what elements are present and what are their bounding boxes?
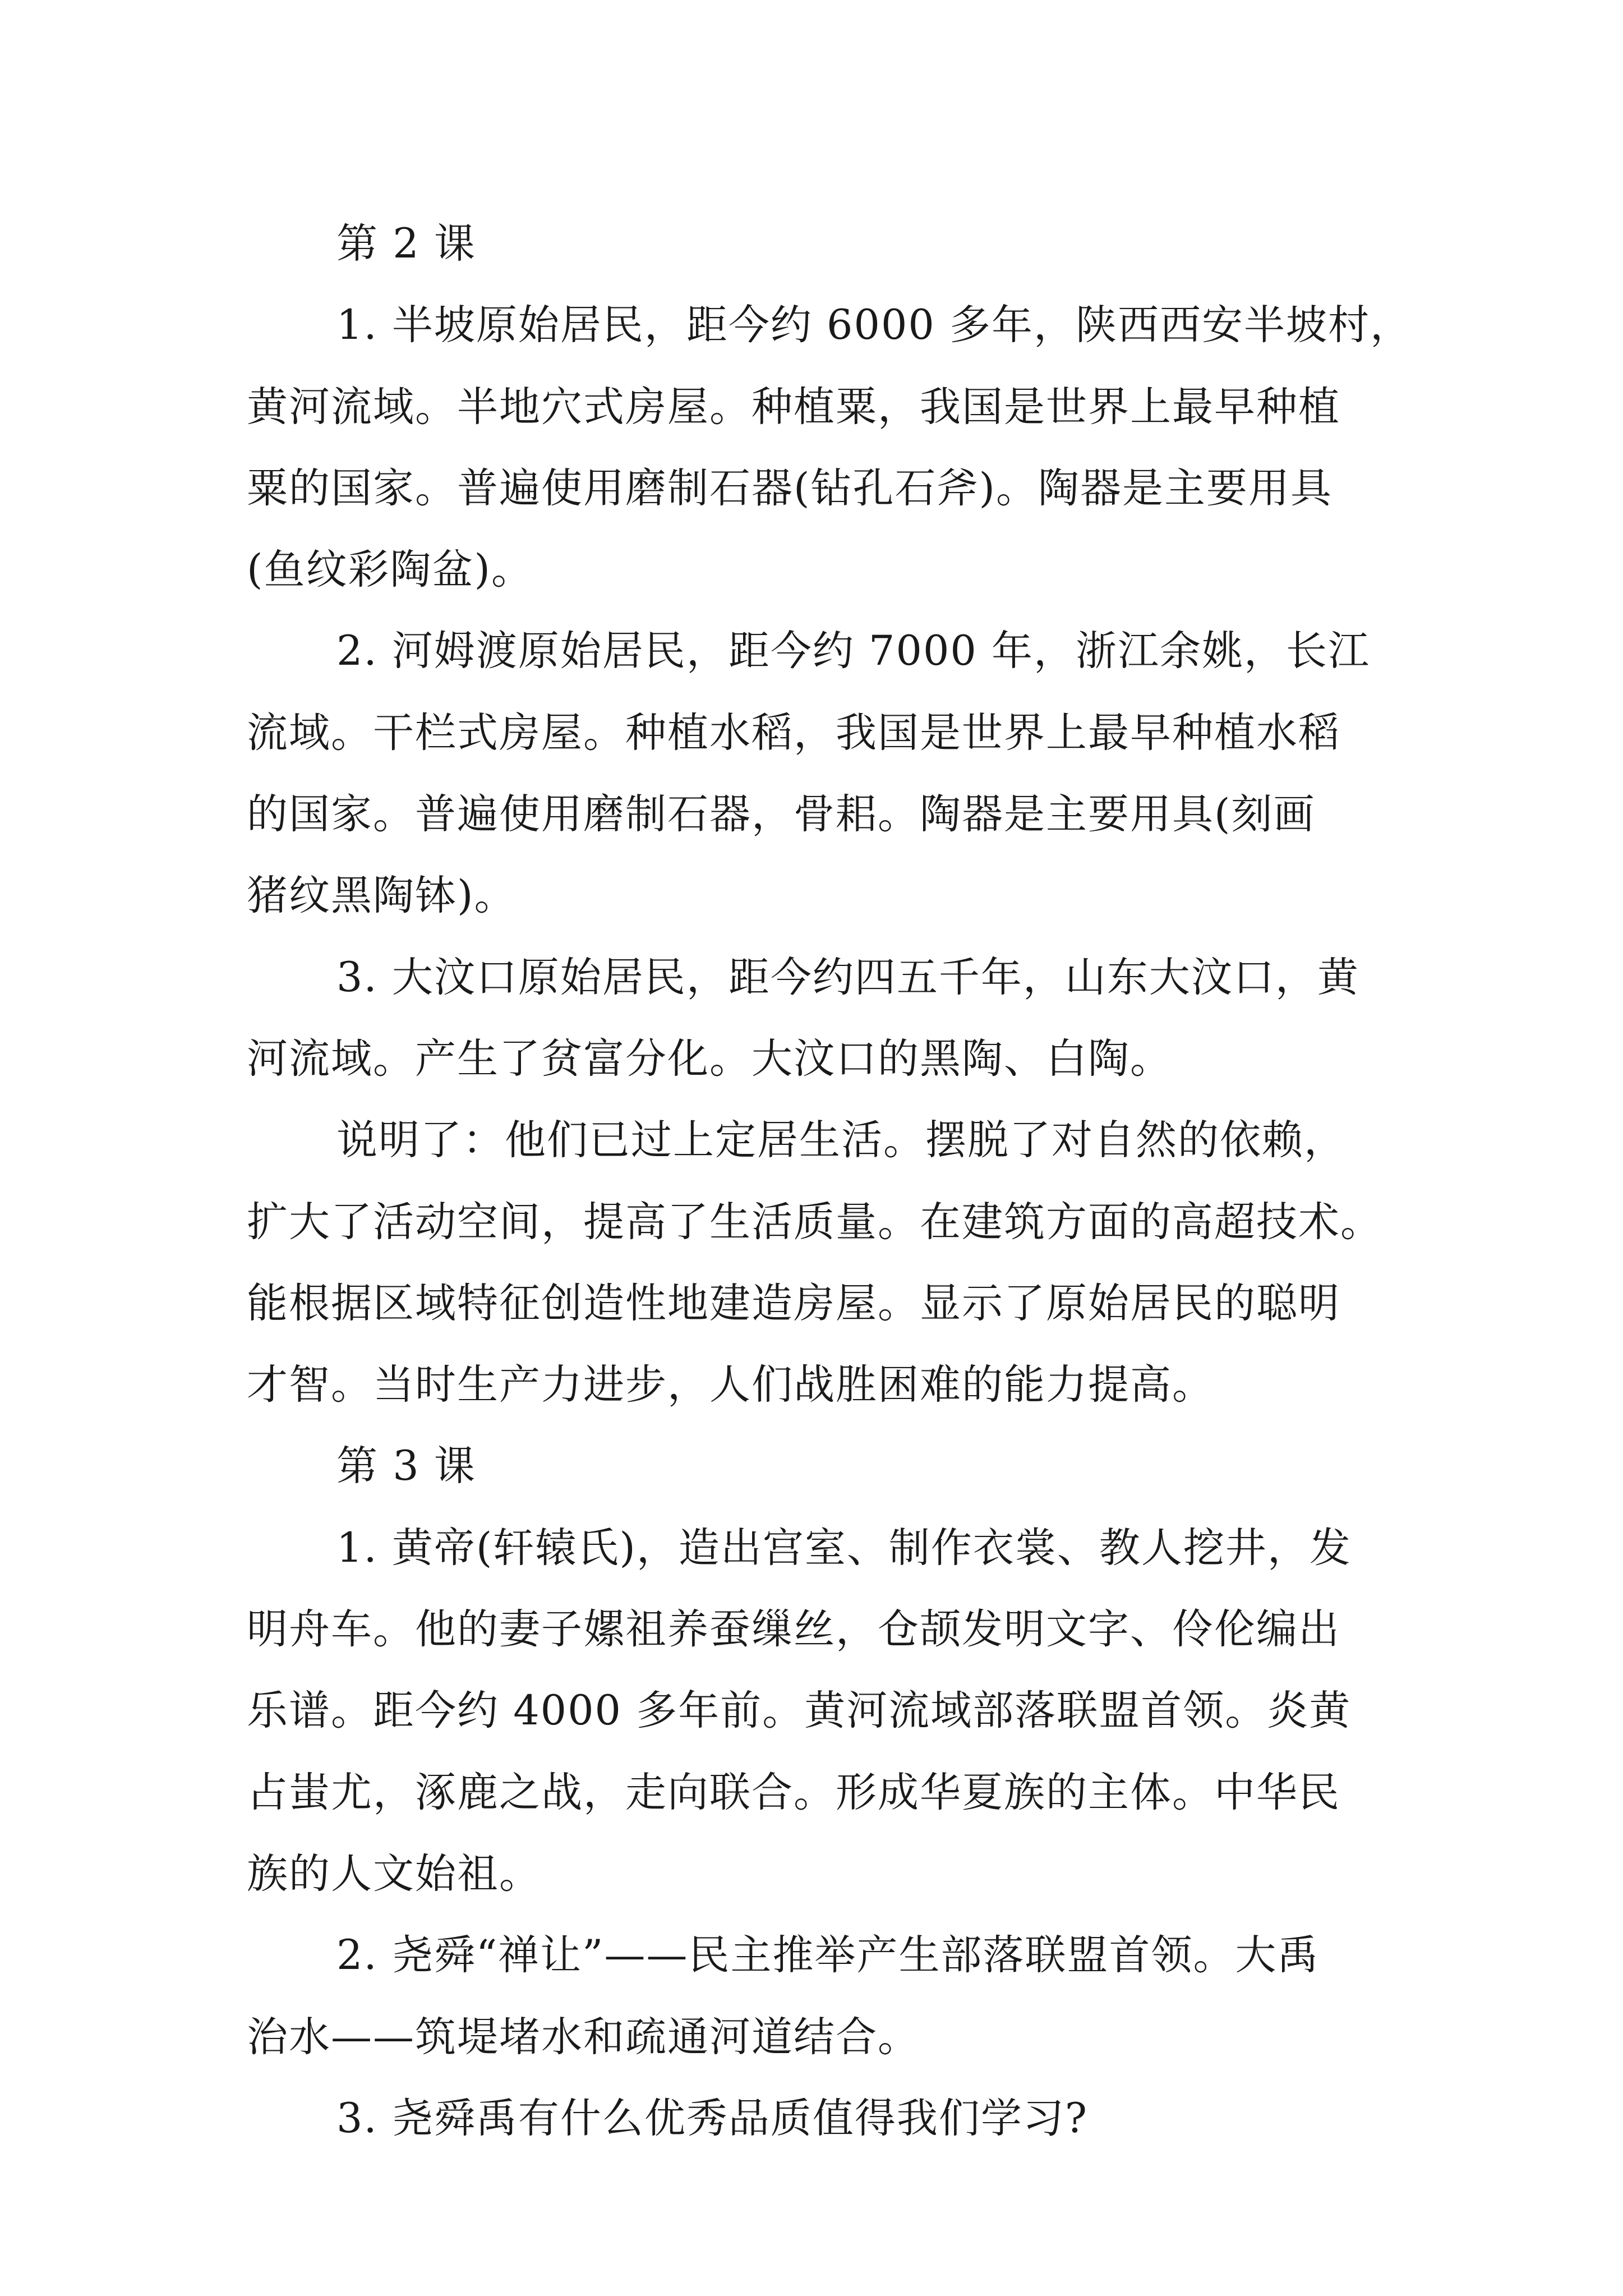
lesson-3-item-1-line: 占蚩尤，涿鹿之战，走向联合。形成华夏族的主体。中华民 [247,1768,1340,1816]
lesson-2-item-2-line: 2. 河姆渡原始居民，距今约 7000 年，浙江余姚，长江 [336,627,1371,675]
lesson-2-item-1-line: 粟的国家。普遍使用磨制石器(钻孔石斧)。陶器是主要用具 [247,464,1332,512]
lesson-2-heading: 第 2 课 [336,220,476,268]
lesson-2-item-1-line: 1. 半坡原始居民，距今约 6000 多年，陕西西安半坡村， [336,301,1413,349]
lesson-2-item-1-line: 黄河流域。半地穴式房屋。种植粟，我国是世界上最早种植 [247,383,1340,431]
lesson-3-item-1-line: 乐谱。距今约 4000 多年前。黄河流域部落联盟首领。炎黄 [247,1687,1352,1735]
lesson-3-item-1-line: 族的人文始祖。 [247,1849,541,1898]
lesson-3-item-2-line: 治水——筑堤堵水和疏通河道结合。 [247,2013,920,2061]
document-body [247,203,1413,2159]
lesson-2-explanation-line: 才智。当时生产力进步，人们战胜困难的能力提高。 [247,1361,1214,1409]
lesson-2-explanation-line: 说明了：他们已过上定居生活。摆脱了对自然的依赖， [336,1116,1346,1165]
lesson-3-item-1-line: 1. 黄帝(轩辕氏)，造出宫室、制作衣裳、教人挖井，发 [336,1524,1352,1572]
lesson-2-item-3-line: 河流域。产生了贫富分化。大汶口的黑陶、白陶。 [247,1034,1172,1083]
lesson-2-item-2-line: 猪纹黑陶钵)。 [247,872,517,920]
lesson-2-explanation-line: 扩大了活动空间，提高了生活质量。在建筑方面的高超技术。 [247,1198,1382,1246]
lesson-3-item-2-line: 2. 尧舜“禅让”——民主推举产生部落联盟首领。大禹 [336,1931,1320,1980]
lesson-3-item-3-line: 3. 尧舜禹有什么优秀品质值得我们学习? [336,2094,1088,2142]
lesson-2-item-2-line: 流域。干栏式房屋。种植水稻，我国是世界上最早种植水稻 [247,708,1340,757]
lesson-3-heading: 第 3 课 [336,1442,476,1490]
lesson-2-item-1-line: (鱼纹彩陶盆)。 [247,546,533,594]
lesson-2-explanation-line: 能根据区域特征创造性地建造房屋。显示了原始居民的聪明 [247,1279,1340,1327]
lesson-3-item-1-line: 明舟车。他的妻子嫘祖养蚕缫丝，仓颉发明文字、伶伦编出 [247,1605,1340,1654]
lesson-2-item-3-line: 3. 大汶口原始居民，距今约四五千年，山东大汶口，黄 [336,953,1359,1001]
lesson-2-item-2-line: 的国家。普遍使用磨制石器，骨耜。陶器是主要用具(刻画 [247,790,1316,839]
